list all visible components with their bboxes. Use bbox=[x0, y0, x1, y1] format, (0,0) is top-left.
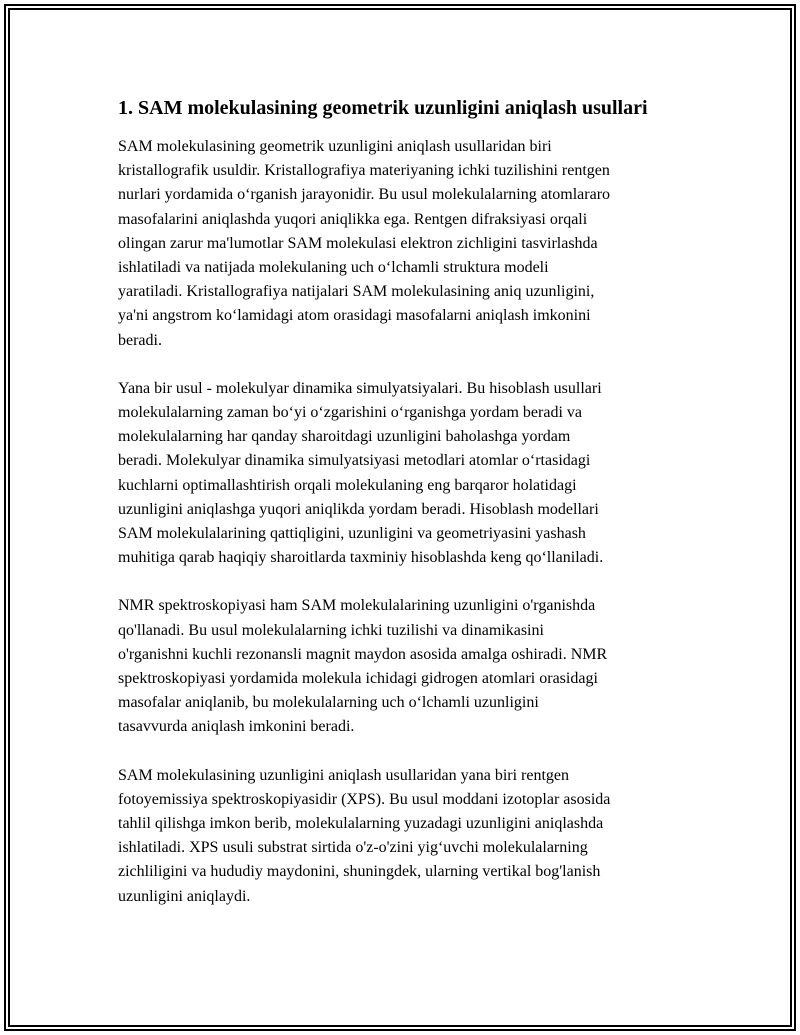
text-line: o'rganishni kuchli rezonansli magnit maydon asosida amalga oshiradi. NMR bbox=[118, 645, 608, 663]
text-line: molekulalarning zaman boʻyi oʻzgarishini oʻrganishga yordam beradi va bbox=[118, 404, 582, 422]
paragraph-molecular-dynamics bbox=[118, 377, 698, 571]
text-line: NMR spektroskopiyasi ham SAM molekulalarining uzunligini o'rganishda bbox=[118, 597, 596, 615]
text-line: beradi. bbox=[118, 331, 162, 349]
text-line: kristallografik usuldir. Kristallografiya materiyaning ichki tuzilishini rentgen bbox=[118, 162, 610, 180]
text-line: SAM molekulasining uzunligini aniqlash usullaridan yana biri rentgen bbox=[118, 766, 570, 784]
text-line: fotoyemissiya spektroskopiyasidir (XPS). Bu usul moddani izotoplar asosida bbox=[118, 790, 611, 808]
text-line: tasavvurda aniqlash imkonini beradi. bbox=[118, 718, 355, 736]
text-line: yaratiladi. Kristallografiya natijalari SAM molekulasining aniq uzunligini, bbox=[118, 283, 595, 301]
paragraph-xps bbox=[118, 764, 698, 909]
text-line: molekulalarning har qanday sharoitdagi uzunligini baholashga yordam bbox=[118, 428, 571, 446]
text-line: ishlatiladi va natijada molekulaning uch oʻlchamli struktura modeli bbox=[118, 259, 549, 277]
text-line: masofalar aniqlanib, bu molekulalarning uch oʻlchamli uzunligini bbox=[118, 694, 539, 712]
document-body bbox=[118, 94, 698, 909]
text-line: muhitiga qarab haqiqiy sharoitlarda taxminiy hisoblashda keng qoʻllaniladi. bbox=[118, 549, 604, 567]
section-title: 1. SAM molekulasining geometrik uzunligini aniqlash usullari bbox=[118, 97, 648, 119]
text-line: spektroskopiyasi yordamida molekula ichidagi gidrogen atomlari orasidagi bbox=[118, 670, 598, 688]
paragraph-nmr bbox=[118, 594, 698, 739]
paragraph-crystallography bbox=[118, 135, 698, 353]
text-line: beradi. Molekulyar dinamika simulyatsiyasi metodlari atomlar oʻrtasidagi bbox=[118, 452, 591, 470]
text-line: qo'llanadi. Bu usul molekulalarning ichki tuzilishi va dinamikasini bbox=[118, 621, 544, 639]
text-line: nurlari yordamida oʻrganish jarayonidir. Bu usul molekulalarning atomlararo bbox=[118, 186, 611, 204]
text-line: olingan zarur ma'lumotlar SAM molekulasi elektron zichligini tasvirlashda bbox=[118, 234, 598, 252]
text-line: masofalarini aniqlashda yuqori aniqlikka ega. Rentgen difraksiyasi orqali bbox=[118, 210, 588, 228]
text-line: zichliligini va hududiy maydonini, shuningdek, ularning vertikal bog'lanish bbox=[118, 863, 601, 881]
text-line: ishlatiladi. XPS usuli substrat sirtida o'z-o'zini yigʻuvchi molekulalarning bbox=[118, 839, 588, 857]
text-line: tahlil qilishga imkon berib, molekulalarning yuzadagi uzunligini aniqlashda bbox=[118, 815, 604, 833]
text-line: kuchlarni optimallashtirish orqali molekulaning eng barqaror holatidagi bbox=[118, 476, 577, 494]
text-line: uzunligini aniqlaydi. bbox=[118, 887, 251, 905]
text-line: uzunligini aniqlashga yuqori aniqlikda yordam beradi. Hisoblash modellari bbox=[118, 500, 599, 518]
text-line: Yana bir usul - molekulyar dinamika simulyatsiyalari. Bu hisoblash usullari bbox=[118, 379, 602, 397]
text-line: SAM molekulasining geometrik uzunligini aniqlash usullaridan biri bbox=[118, 138, 552, 155]
text-line: ya'ni angstrom koʻlamidagi atom orasidagi masofalarni aniqlash imkonini bbox=[118, 307, 591, 325]
text-line: SAM molekulalarining qattiqligini, uzunligini va geometriyasini yashash bbox=[118, 525, 586, 543]
